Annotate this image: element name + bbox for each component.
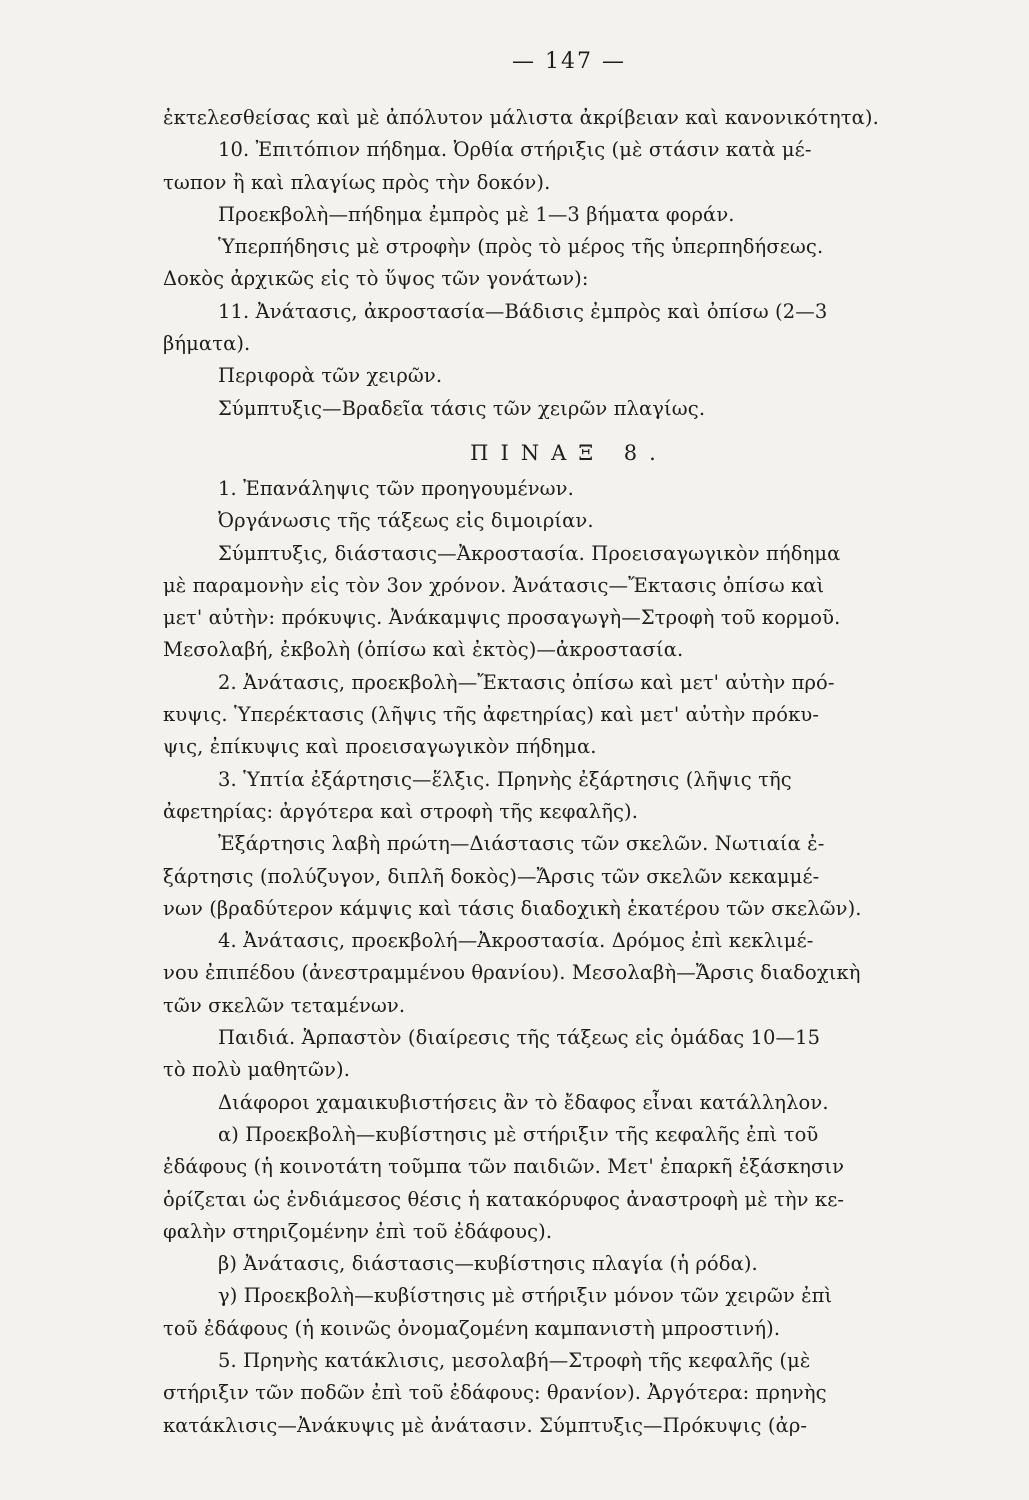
text-line: ἐδάφους (ἡ κοινοτάτη τοῦμπα τῶν παιδιῶν. Μετ' ἐπαρκῆ ἐξάσκησιν bbox=[163, 1155, 845, 1179]
text-line: μετ' αὐτὴν: πρόκυψις. Ἀνάκαμψις προσαγωγὴ—Στροφὴ τοῦ κορμοῦ. bbox=[163, 606, 841, 630]
text-line: Σύμπτυξις, διάστασις—Ἀκροστασία. Προεισαγωγικὸν πήδημα bbox=[218, 541, 841, 565]
text-line: Σύμπτυξις—Βραδεῖα τάσις τῶν χειρῶν πλαγίως. bbox=[218, 396, 706, 420]
text-line: Παιδιά. Ἁρπαστὸν (διαίρεσις τῆς τάξεως εἰς ὁμάδας 10—15 bbox=[218, 1026, 821, 1050]
text-line: 2. Ἀνάτασις, προεκβολὴ—Ἔκτασις ὀπίσω καὶ μετ' αὐτὴν πρό- bbox=[218, 670, 835, 694]
text-line: τοῦ ἐδάφους (ἡ κοινῶς ὀνομαζομένη καμπανιστὴ μπροστινή). bbox=[163, 1316, 781, 1340]
text-line: Περιφορὰ τῶν χειρῶν. bbox=[218, 364, 443, 388]
text-line: τὸ πολὺ μαθητῶν). bbox=[163, 1058, 351, 1082]
text-line: κυψις. Ὑπερέκτασις (λῆψις τῆς ἀφετηρίας) καὶ μετ' αὐτὴν πρόκυ- bbox=[163, 703, 820, 727]
text-line: 11. Ἀνάτασις, ἀκροστασία—Βάδισις ἐμπρὸς καὶ ὀπίσω (2—3 bbox=[218, 299, 828, 323]
page-number: — 147 — bbox=[512, 49, 626, 74]
text-line: 3. Ὑπτία ἐξάρτησις—ἕλξις. Πρηνὴς ἐξάρτησις (λῆψις τῆς bbox=[218, 767, 792, 791]
text-line: Ὑπερπήδησις μὲ στροφὴν (πρὸς τὸ μέρος τῆς ὑπερπηδήσεως. bbox=[218, 235, 824, 259]
text-line: α) Προεκβολὴ—κυβίστησις μὲ στήριξιν τῆς κεφαλῆς ἐπὶ τοῦ bbox=[218, 1122, 819, 1146]
text-line: στήριξιν τῶν ποδῶν ἐπὶ τοῦ ἐδάφους: θρανίον). Ἀργότερα: πρηνὴς bbox=[163, 1381, 827, 1405]
text-block-before-table bbox=[163, 102, 975, 425]
text-line: φαλὴν στηριζομένην ἐπὶ τοῦ ἐδάφους). bbox=[163, 1219, 553, 1243]
text-line: τωπον ἢ καὶ πλαγίως πρὸς τὴν δοκόν). bbox=[163, 170, 551, 194]
text-line: ξάρτησις (πολύζυγον, διπλῆ δοκὸς)—Ἄρσις τῶν σκελῶν κεκαμμέ- bbox=[163, 864, 820, 888]
text-line: 10. Ἐπιτόπιον πήδημα. Ὀρθία στήριξις (μὲ στάσιν κατὰ μέ- bbox=[218, 138, 812, 162]
text-line: ὁρίζεται ὡς ἐνδιάμεσος θέσις ἡ κατακόρυφος ἀναστροφὴ μὲ τὴν κε- bbox=[163, 1187, 845, 1211]
text-line: Ὀργάνωσις τῆς τάξεως εἰς διμοιρίαν. bbox=[218, 509, 594, 533]
text-line: ἀφετηρίας: ἀργότερα καὶ στροφὴ τῆς κεφαλῆς). bbox=[163, 799, 639, 823]
text-line: κατάκλισις—Ἀνάκυψις μὲ ἀνάτασιν. Σύμπτυξις—Πρόκυψις (ἀρ- bbox=[163, 1413, 808, 1437]
text-line: νων (βραδύτερον κάμψις καὶ τάσις διαδοχικὴ ἑκατέρου τῶν σκελῶν). bbox=[163, 896, 862, 920]
text-block-after-table bbox=[163, 473, 975, 1442]
text-line: Δοκὸς ἀρχικῶς εἰς τὸ ὕψος τῶν γονάτων): bbox=[163, 267, 589, 291]
text-line: Διάφοροι χαμαικυβιστήσεις ἂν τὸ ἔδαφος εἶναι κατάλληλον. bbox=[218, 1090, 829, 1114]
text-line: 5. Πρηνὴς κατάκλισις, μεσολαβή—Στροφὴ τῆς κεφαλῆς (μὲ bbox=[218, 1348, 811, 1372]
text-line: 4. Ἀνάτασις, προεκβολή—Ἀκροστασία. Δρόμος ἐπὶ κεκλιμέ- bbox=[218, 929, 814, 953]
table-heading: ΠΙΝΑΞ 8. bbox=[470, 440, 668, 465]
text-line: βήματα). bbox=[163, 332, 251, 356]
text-line: τῶν σκελῶν τεταμένων. bbox=[163, 993, 406, 1017]
page-content bbox=[163, 40, 975, 1442]
text-line: νου ἐπιπέδου (ἀνεστραμμένου θρανίου). Μεσολαβὴ—Ἄρσις διαδοχικὴ bbox=[163, 961, 861, 985]
text-line: Προεκβολὴ—πήδημα ἐμπρὸς μὲ 1—3 βήματα φοράν. bbox=[218, 202, 735, 226]
text-line: ψις, ἐπίκυψις καὶ προεισαγωγικὸν πήδημα. bbox=[163, 735, 597, 759]
text-line: μὲ παραμονὴν εἰς τὸν 3ον χρόνον. Ἀνάτασις—Ἔκτασις ὀπίσω καὶ bbox=[163, 573, 825, 597]
text-line: Ἐξάρτησις λαβὴ πρώτη—Διάστασις τῶν σκελῶν. Νωτιαία ἐ- bbox=[218, 832, 825, 856]
text-line: β) Ἀνάτασις, διάστασις—κυβίστησις πλαγία (ἡ ρόδα). bbox=[218, 1252, 758, 1276]
text-line: 1. Ἐπανάληψις τῶν προηγουμένων. bbox=[218, 476, 574, 500]
text-line: γ) Προεκβολὴ—κυβίστησις μὲ στήριξιν μόνον τῶν χειρῶν ἐπὶ bbox=[218, 1284, 833, 1308]
text-line: Μεσολαβή, ἐκβολὴ (ὀπίσω καὶ ἐκτὸς)—ἀκροστασία. bbox=[163, 638, 684, 662]
text-line: ἐκτελεσθείσας καὶ μὲ ἀπόλυτον μάλιστα ἀκρίβειαν καὶ κανονικότητα). bbox=[163, 106, 879, 129]
